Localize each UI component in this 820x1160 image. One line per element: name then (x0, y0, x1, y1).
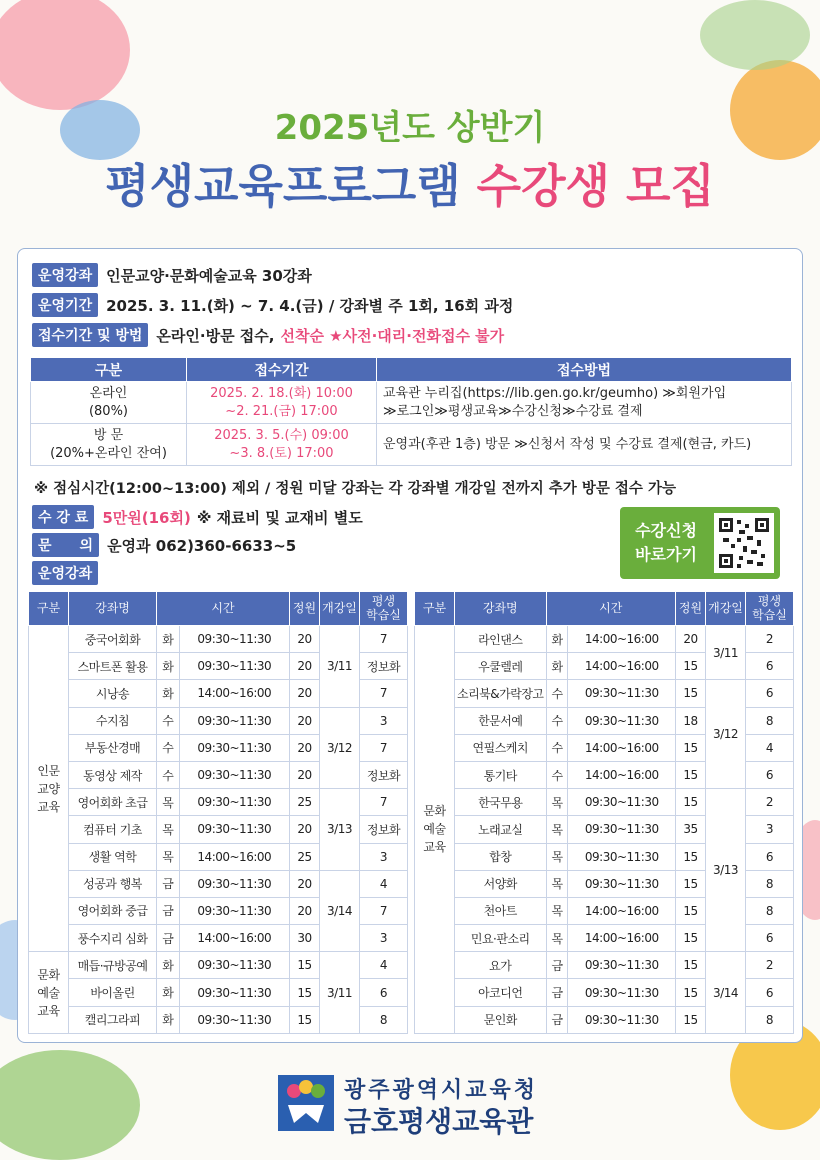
course-day: 수 (546, 761, 568, 788)
course-capacity: 20 (290, 870, 320, 897)
reg-period (187, 382, 377, 424)
course-capacity: 20 (290, 816, 320, 843)
course-day: 금 (157, 925, 180, 952)
course-room: 7 (360, 680, 408, 707)
course-day: 목 (546, 789, 568, 816)
reg-period (187, 424, 377, 466)
course-room: 7 (360, 897, 408, 924)
course-room: 6 (746, 761, 794, 788)
courses-tag: 운영강좌 (32, 263, 98, 287)
course-name: 부동산경매 (69, 734, 157, 761)
apply-shortcut-line1: 수강신청 (635, 521, 697, 540)
reg-type-label: 온라인 (89, 385, 128, 401)
table-row (29, 789, 408, 816)
footer-org-name: 금호평생교육관 (344, 1105, 534, 1138)
category-cell (29, 626, 69, 952)
course-day: 수 (157, 734, 180, 761)
reg-header-period: 접수기간 (187, 358, 377, 382)
table-row (415, 626, 794, 653)
fee-value: 5만원(16회) (102, 508, 191, 527)
table-row (29, 870, 408, 897)
reg-period-end: ~2. 21.(금) 17:00 (225, 403, 338, 419)
course-day: 화 (157, 1006, 180, 1033)
course-day: 목 (157, 816, 180, 843)
course-day: 목 (546, 870, 568, 897)
col-room-line1: 평생 (757, 593, 782, 608)
reg-period-start: 2025. 2. 18.(화) 10:00 (210, 385, 353, 401)
category-label: 예술 (423, 822, 446, 837)
course-room: 정보화 (360, 816, 408, 843)
apply-warning: 선착순 ★사전·대리·전화접수 불가 (280, 326, 505, 345)
reg-method-line1: 운영과(후관 1층) 방문 ≫신청서 작성 및 수강료 결제(현금, 카드) (383, 436, 752, 452)
course-room: 2 (746, 626, 794, 653)
fee-note: ※ 재료비 및 교재비 별도 (196, 508, 363, 527)
course-capacity: 15 (676, 734, 706, 761)
course-name: 아코디언 (455, 979, 547, 1006)
inquiry-tag: 문 의 (32, 533, 99, 557)
table-row (31, 382, 792, 424)
course-name: 중국어회화 (69, 626, 157, 653)
col-time: 시간 (157, 592, 290, 626)
course-time: 09:30~11:30 (179, 653, 289, 680)
course-room: 2 (746, 952, 794, 979)
course-time: 09:30~11:30 (568, 789, 676, 816)
course-day: 수 (546, 707, 568, 734)
course-name: 한문서예 (455, 707, 547, 734)
course-capacity: 35 (676, 816, 706, 843)
course-capacity: 15 (290, 1006, 320, 1033)
leaf-decoration-bottom-left (0, 1050, 140, 1160)
course-day: 수 (157, 761, 180, 788)
course-room: 8 (360, 1006, 408, 1033)
course-room: 8 (746, 870, 794, 897)
course-room: 7 (360, 789, 408, 816)
course-capacity: 15 (290, 979, 320, 1006)
course-name: 시낭송 (69, 680, 157, 707)
course-day: 목 (546, 897, 568, 924)
course-name: 컴퓨터 기초 (69, 816, 157, 843)
footer-org-parent: 광주광역시교육청 (344, 1078, 539, 1103)
course-time: 09:30~11:30 (179, 626, 289, 653)
course-time: 09:30~11:30 (179, 870, 289, 897)
course-room: 6 (746, 680, 794, 707)
course-name: 문인화 (455, 1006, 547, 1033)
table-row (415, 789, 794, 816)
course-start-date: 3/12 (706, 680, 746, 789)
course-name: 노래교실 (455, 816, 547, 843)
col-capacity: 정원 (676, 592, 706, 626)
course-room: 3 (746, 816, 794, 843)
courses-title-row (32, 561, 106, 585)
course-capacity: 20 (290, 626, 320, 653)
flower-decoration-top-left (0, 0, 130, 110)
table-row (29, 707, 408, 734)
course-time: 14:00~16:00 (568, 897, 676, 924)
course-capacity: 15 (676, 653, 706, 680)
course-day: 화 (157, 952, 180, 979)
course-name: 바이올린 (69, 979, 157, 1006)
course-time: 09:30~11:30 (179, 979, 289, 1006)
course-start-date: 3/11 (320, 952, 360, 1034)
course-room: 8 (746, 707, 794, 734)
courses-value: 인문교양·문화예술교육 30강좌 (106, 266, 312, 285)
course-capacity: 15 (676, 870, 706, 897)
title-recruit: 수강생 모집 (476, 159, 715, 213)
course-room: 6 (746, 925, 794, 952)
course-day: 금 (546, 979, 568, 1006)
course-day: 금 (157, 897, 180, 924)
col-capacity: 정원 (290, 592, 320, 626)
course-room: 3 (360, 843, 408, 870)
course-time: 09:30~11:30 (568, 843, 676, 870)
category-cell (29, 952, 69, 1034)
course-time: 14:00~16:00 (568, 653, 676, 680)
course-room: 6 (746, 843, 794, 870)
course-room: 3 (360, 925, 408, 952)
course-name: 합창 (455, 843, 547, 870)
course-name: 영어회화 초급 (69, 789, 157, 816)
col-room-line2: 학습실 (366, 607, 401, 622)
course-start-date: 3/13 (706, 789, 746, 952)
course-day: 목 (157, 789, 180, 816)
course-capacity: 20 (290, 653, 320, 680)
course-capacity: 15 (676, 897, 706, 924)
course-capacity: 20 (290, 707, 320, 734)
course-name: 천아트 (455, 897, 547, 924)
reg-header-type: 구분 (31, 358, 187, 382)
apply-value: 온라인·방문 접수, (156, 326, 275, 345)
course-name: 수지침 (69, 707, 157, 734)
category-cell (415, 626, 455, 1034)
course-day: 목 (546, 816, 568, 843)
course-start-date: 3/11 (320, 626, 360, 708)
col-room (746, 592, 794, 626)
course-day: 수 (546, 734, 568, 761)
course-time: 14:00~16:00 (179, 843, 289, 870)
course-day: 목 (546, 843, 568, 870)
course-day: 금 (546, 952, 568, 979)
course-room: 4 (360, 952, 408, 979)
course-room: 7 (360, 734, 408, 761)
course-room: 4 (360, 870, 408, 897)
course-time: 09:30~11:30 (568, 1006, 676, 1033)
title-year: 2025년도 상반기 (274, 108, 546, 148)
course-room: 정보화 (360, 761, 408, 788)
course-time: 09:30~11:30 (179, 897, 289, 924)
course-capacity: 25 (290, 843, 320, 870)
courses-title-tag: 운영강좌 (32, 561, 98, 585)
period-row (32, 293, 513, 317)
course-capacity: 15 (676, 979, 706, 1006)
title-main (0, 150, 820, 216)
apply-shortcut-button[interactable] (620, 507, 780, 579)
course-capacity: 20 (290, 734, 320, 761)
course-name: 캘리그라피 (69, 1006, 157, 1033)
office-logo-icon (278, 1075, 334, 1131)
course-capacity: 15 (676, 952, 706, 979)
col-course-name: 강좌명 (455, 592, 547, 626)
course-time: 09:30~11:30 (568, 680, 676, 707)
course-time: 09:30~11:30 (568, 707, 676, 734)
inquiry-value: 운영과 062)360-6633~5 (107, 536, 297, 555)
course-time: 09:30~11:30 (568, 952, 676, 979)
course-room: 4 (746, 734, 794, 761)
course-day: 화 (157, 680, 180, 707)
course-time: 14:00~16:00 (179, 925, 289, 952)
category-label: 인문 (37, 763, 60, 778)
course-time: 09:30~11:30 (179, 734, 289, 761)
table-row (415, 952, 794, 979)
course-name: 생활 역학 (69, 843, 157, 870)
course-day: 화 (157, 626, 180, 653)
col-room-line1: 평생 (371, 593, 396, 608)
inquiry-row (32, 533, 296, 557)
course-time: 14:00~16:00 (568, 925, 676, 952)
course-room: 8 (746, 897, 794, 924)
period-value: 2025. 3. 11.(화) ~ 7. 4.(금) / 강좌별 주 1회, 16회 과정 (106, 296, 514, 315)
course-capacity: 25 (290, 789, 320, 816)
course-time: 14:00~16:00 (568, 761, 676, 788)
course-room: 정보화 (360, 653, 408, 680)
course-name: 소리북&가락장고 (455, 680, 547, 707)
course-day: 화 (157, 653, 180, 680)
course-capacity: 15 (290, 952, 320, 979)
table-row (415, 680, 794, 707)
course-time: 09:30~11:30 (179, 707, 289, 734)
course-room: 8 (746, 1006, 794, 1033)
qr-code-icon[interactable] (714, 513, 774, 573)
course-capacity: 30 (290, 925, 320, 952)
category-label: 교육 (37, 799, 60, 814)
course-table-right (414, 591, 794, 1034)
course-name: 연필스케치 (455, 734, 547, 761)
courses-row (32, 263, 312, 287)
course-day: 목 (157, 843, 180, 870)
course-time: 09:30~11:30 (179, 761, 289, 788)
course-capacity: 20 (290, 897, 320, 924)
note-row: ※ 점심시간(12:00~13:00) 제외 / 정원 미달 강좌는 각 강좌별 개강일 전까지 추가 방문 접수 가능 (34, 481, 676, 497)
course-time: 14:00~16:00 (568, 734, 676, 761)
apply-tag: 접수기간 및 방법 (32, 323, 148, 347)
course-day: 화 (157, 979, 180, 1006)
col-category: 구분 (29, 592, 69, 626)
info-card (17, 248, 803, 1043)
col-course-name: 강좌명 (69, 592, 157, 626)
table-row (29, 952, 408, 979)
course-capacity: 15 (676, 761, 706, 788)
reg-type-sub: (20%+온라인 잔여) (50, 445, 167, 461)
title-program: 평생교육프로그램 (105, 159, 461, 213)
course-name: 민요·판소리 (455, 925, 547, 952)
course-name: 성공과 행복 (69, 870, 157, 897)
course-name: 요가 (455, 952, 547, 979)
course-name: 서양화 (455, 870, 547, 897)
category-label: 예술 (37, 985, 60, 1000)
apply-shortcut-line2: 바로가기 (635, 545, 697, 564)
course-day: 수 (546, 680, 568, 707)
category-label: 문화 (423, 804, 446, 819)
reg-type-label: 방 문 (93, 427, 124, 443)
course-time: 09:30~11:30 (568, 870, 676, 897)
course-capacity: 20 (290, 680, 320, 707)
course-start-date: 3/12 (320, 707, 360, 789)
course-capacity: 20 (290, 761, 320, 788)
col-start-date: 개강일 (706, 592, 746, 626)
category-label: 교육 (37, 1003, 60, 1018)
reg-method-line1: 교육관 누리집(https://lib.gen.go.kr/geumho) ≫회원가입 (383, 385, 727, 401)
reg-period-end: ~3. 8.(토) 17:00 (229, 445, 334, 461)
course-name: 통기타 (455, 761, 547, 788)
course-capacity: 15 (676, 789, 706, 816)
course-time: 09:30~11:30 (179, 952, 289, 979)
course-name: 매듭·규방공예 (69, 952, 157, 979)
category-label: 교양 (37, 781, 60, 796)
leaf-decoration-top-right (700, 0, 810, 70)
reg-header-method: 접수방법 (377, 358, 792, 382)
reg-type (31, 382, 187, 424)
course-time: 09:30~11:30 (179, 789, 289, 816)
table-row (31, 424, 792, 466)
course-capacity: 20 (676, 626, 706, 653)
reg-period-start: 2025. 3. 5.(수) 09:00 (214, 427, 349, 443)
course-name: 풍수지리 심화 (69, 925, 157, 952)
reg-method-line2: ≫로그인≫평생교육≫수강신청≫수강료 결제 (383, 403, 643, 419)
course-capacity: 15 (676, 843, 706, 870)
course-time: 14:00~16:00 (568, 626, 676, 653)
registration-table (30, 357, 792, 466)
course-name: 영어회화 중급 (69, 897, 157, 924)
col-start-date: 개강일 (320, 592, 360, 626)
course-time: 09:30~11:30 (179, 816, 289, 843)
course-day: 금 (546, 1006, 568, 1033)
course-time: 09:30~11:30 (568, 816, 676, 843)
course-room: 3 (360, 707, 408, 734)
course-name: 동영상 제작 (69, 761, 157, 788)
course-capacity: 18 (676, 707, 706, 734)
course-day: 화 (546, 653, 568, 680)
course-name: 한국무용 (455, 789, 547, 816)
course-capacity: 15 (676, 1006, 706, 1033)
course-name: 우쿨렐레 (455, 653, 547, 680)
apply-row (32, 323, 504, 347)
course-capacity: 15 (676, 925, 706, 952)
course-capacity: 15 (676, 680, 706, 707)
apply-shortcut-label (626, 519, 706, 567)
course-table-left (28, 591, 408, 1034)
course-name: 스마트폰 활용 (69, 653, 157, 680)
reg-type-sub: (80%) (88, 403, 129, 419)
course-day: 목 (546, 925, 568, 952)
course-room: 2 (746, 789, 794, 816)
course-start-date: 3/13 (320, 789, 360, 871)
period-tag: 운영기간 (32, 293, 98, 317)
col-room (360, 592, 408, 626)
course-room: 7 (360, 626, 408, 653)
course-day: 수 (157, 707, 180, 734)
course-time: 09:30~11:30 (179, 1006, 289, 1033)
course-room: 6 (746, 653, 794, 680)
course-start-date: 3/14 (706, 952, 746, 1034)
course-day: 금 (157, 870, 180, 897)
col-room-line2: 학습실 (752, 607, 787, 622)
table-row (29, 626, 408, 653)
course-time: 14:00~16:00 (179, 680, 289, 707)
col-category: 구분 (415, 592, 455, 626)
course-start-date: 3/11 (706, 626, 746, 680)
col-time: 시간 (546, 592, 675, 626)
fee-tag: 수 강 료 (32, 505, 94, 529)
reg-type (31, 424, 187, 466)
course-start-date: 3/14 (320, 870, 360, 952)
course-room: 6 (746, 979, 794, 1006)
category-label: 교육 (423, 840, 446, 855)
course-room: 6 (360, 979, 408, 1006)
course-name: 라인댄스 (455, 626, 547, 653)
category-label: 문화 (37, 967, 60, 982)
reg-method (377, 382, 792, 424)
course-day: 화 (546, 626, 568, 653)
fee-row (32, 505, 363, 529)
reg-method (377, 424, 792, 466)
course-time: 09:30~11:30 (568, 979, 676, 1006)
